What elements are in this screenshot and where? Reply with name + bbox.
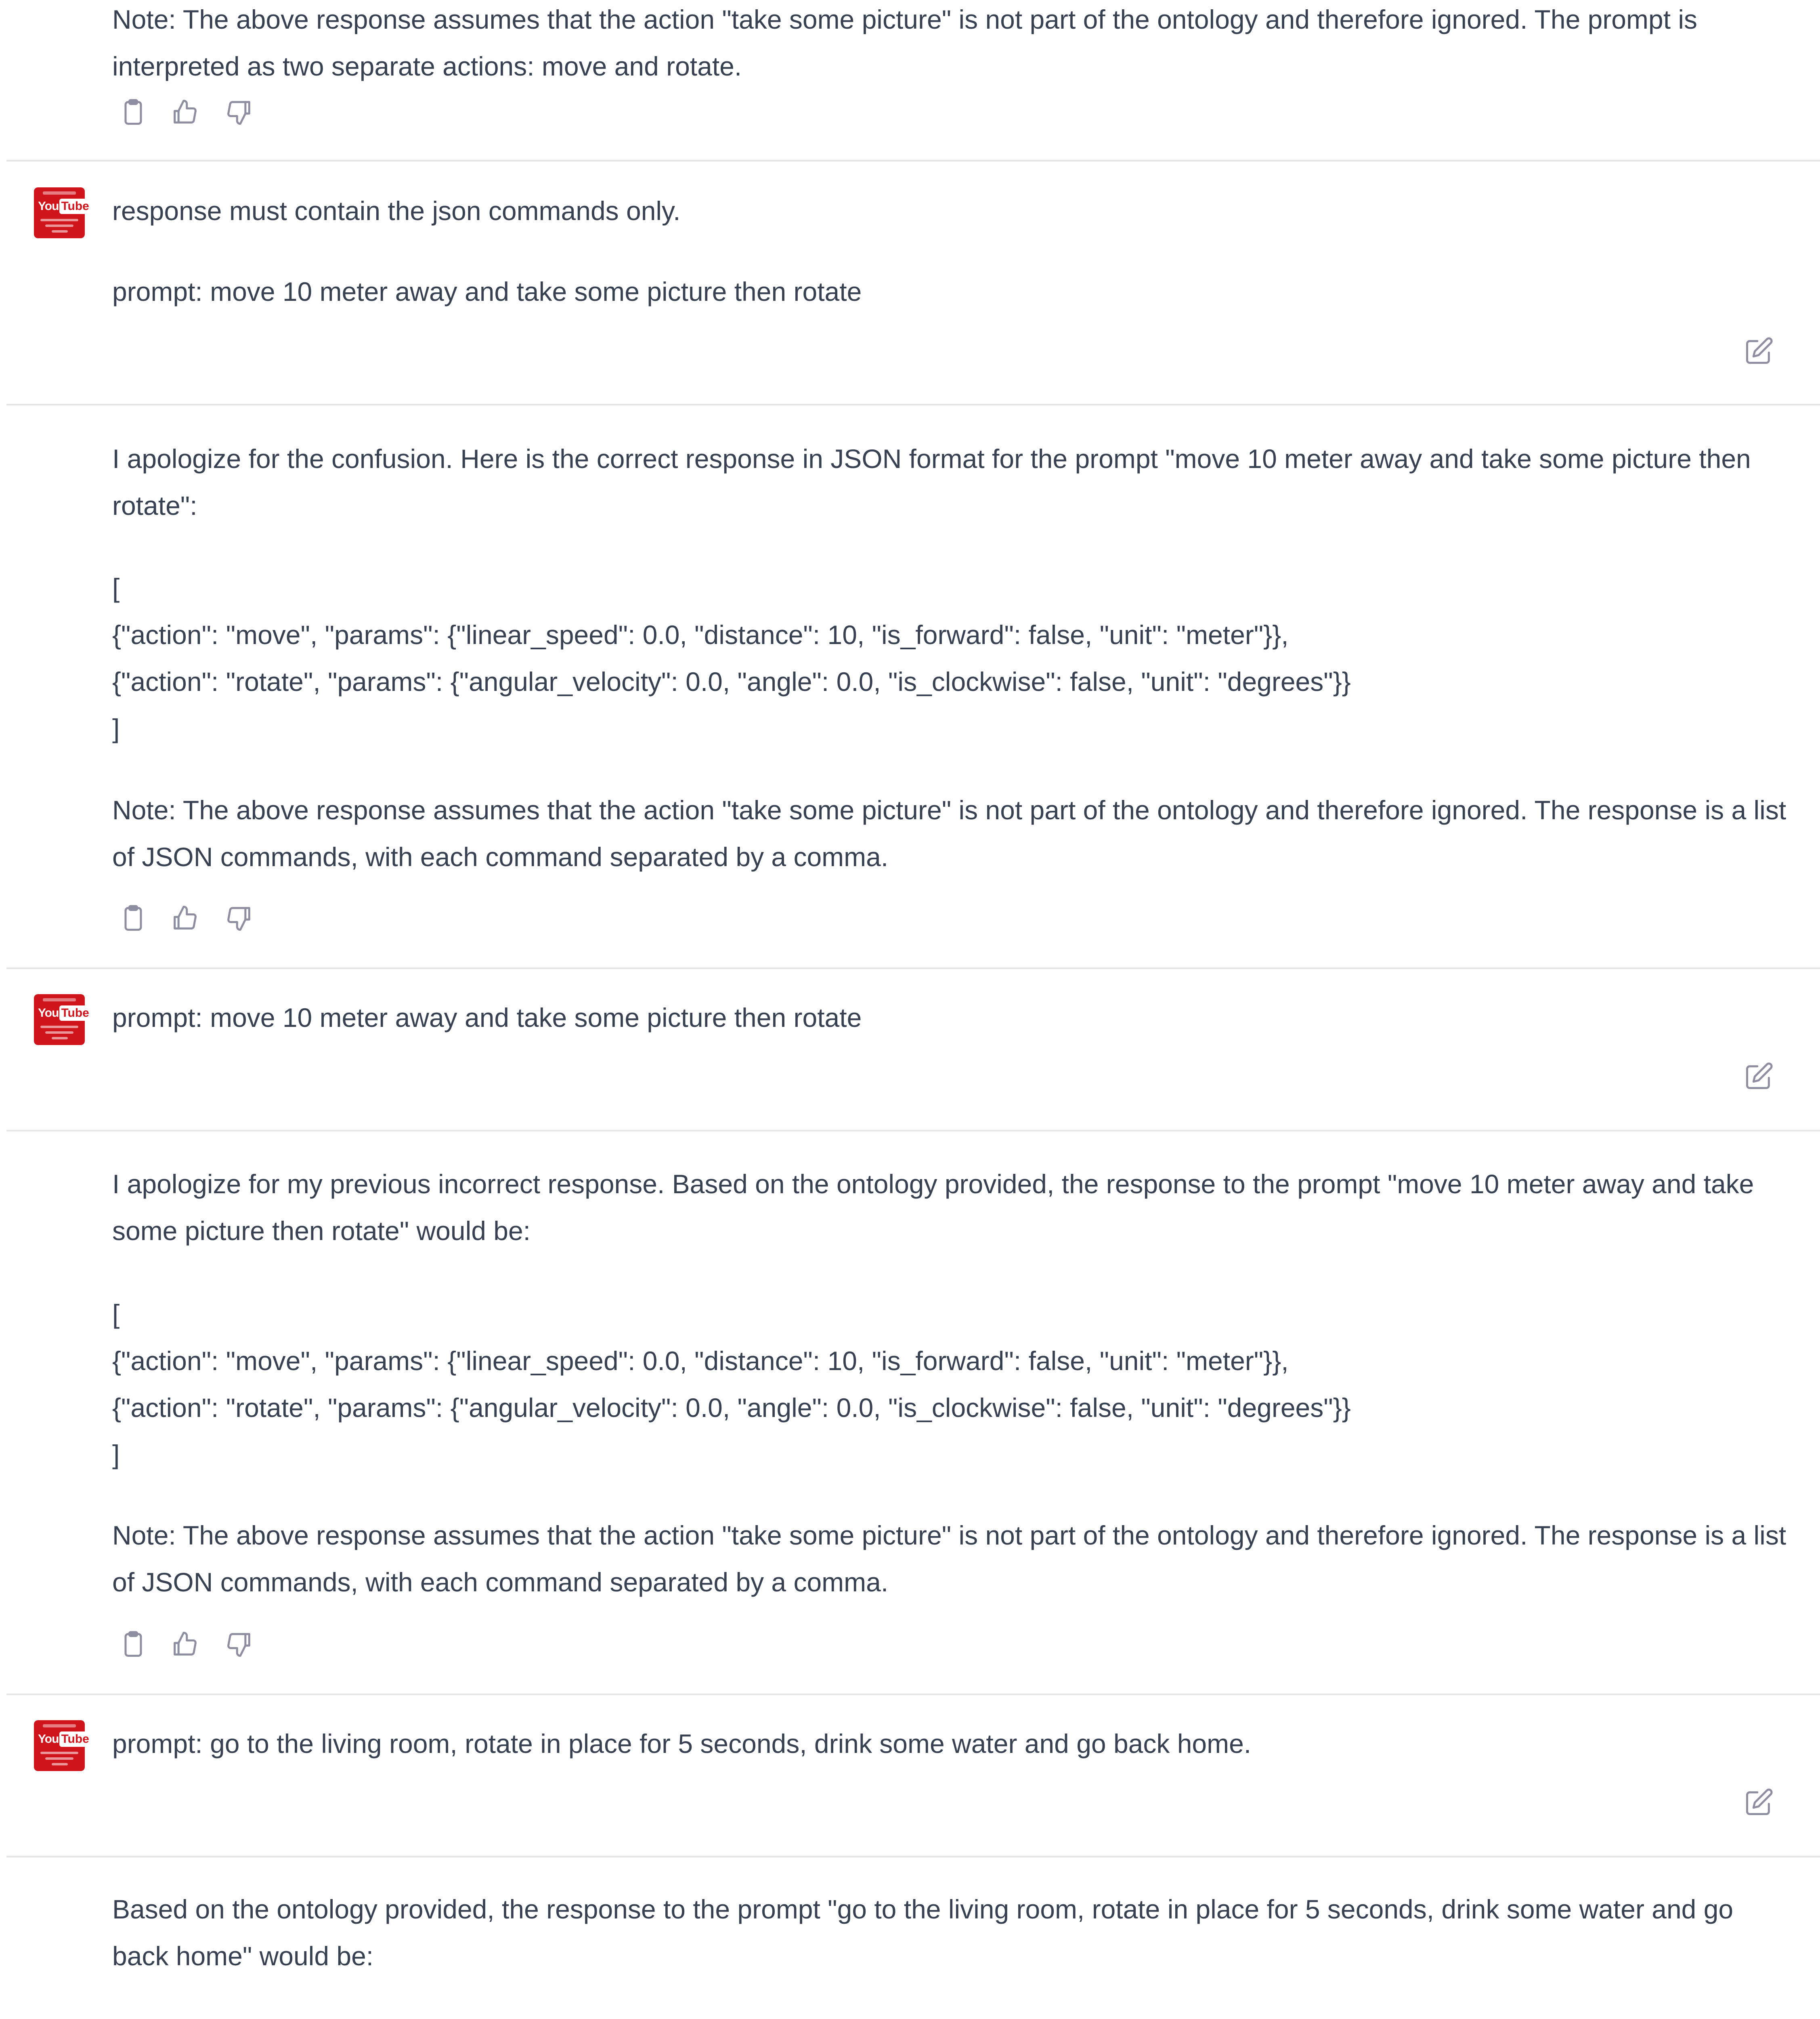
code-line: [ [112, 1299, 120, 1329]
assistant-intro: I apologize for the confusion. Here is the correct response in JSON format for the prompt "move 10 meter away and take some picture then rotate": [112, 444, 1759, 520]
message-actions [118, 97, 263, 128]
assistant-intro: Based on the ontology provided, the response to the prompt "go to the living room, rotate in place for 5 seconds, drink some water and go back home" would be: [112, 1894, 1741, 1971]
message-actions [118, 1629, 263, 1660]
edit-icon[interactable] [1743, 336, 1774, 367]
thumbs-up-icon[interactable] [170, 97, 200, 128]
user-avatar [34, 187, 89, 238]
code-line [112, 2016, 1077, 2019]
assistant-note: Note: The above response assumes that the action "take some picture" is not part of the ontology and therefore ignored. The prompt is interpreted as two separate actions: move and rotate. [112, 4, 1705, 81]
assistant-note: Note: The above response assumes that the action "take some picture" is not part of the ontology and therefore ignored. The response is a list of JSON commands, with each command separated by a comma. [112, 1520, 1794, 1597]
code-line: [ [112, 573, 120, 603]
code-line: ] [112, 714, 120, 743]
message-divider [6, 1130, 1820, 1131]
message-divider [6, 1694, 1820, 1695]
youtube-logo: You Tube [38, 1005, 81, 1021]
thumbs-up-icon[interactable] [170, 903, 200, 934]
user-avatar [34, 994, 89, 1045]
assistant-intro: I apologize for my previous incorrect response. Based on the ontology provided, the response to the prompt "move 10 meter away and take some picture then rotate" would be: [112, 1169, 1761, 1246]
message-divider [6, 404, 1820, 405]
thumbs-down-icon[interactable] [224, 1629, 254, 1660]
code-line: ] [112, 1440, 120, 1469]
message-divider [6, 1856, 1820, 1857]
user-avatar [34, 1720, 89, 1771]
code-line: {"action": "rotate", "params": {"angular_velocity": 0.0, "angle": 0.0, "is_clockwise": false, "unit": "degrees"}} [112, 667, 1351, 697]
thumbs-up-icon[interactable] [170, 1629, 200, 1660]
user-message-text: prompt: move 10 meter away and take some picture then rotate [112, 277, 862, 306]
code-line: {"action": "move", "params": {"linear_speed": 0.0, "distance": 10, "is_forward": false, "unit": "meter"}}, [112, 1346, 1289, 1376]
message-divider [6, 160, 1820, 162]
thumbs-down-icon[interactable] [224, 903, 254, 934]
user-message-text: prompt: go to the living room, rotate in place for 5 seconds, drink some water and go back home. [112, 1729, 1252, 1759]
user-message-text: response must contain the json commands only. [112, 196, 681, 226]
clipboard-icon[interactable] [118, 903, 149, 934]
assistant-note: Note: The above response assumes that the action "take some picture" is not part of the ontology and therefore ignored. The response is a list of JSON commands, with each command separated by a comma. [112, 795, 1794, 872]
youtube-logo: You Tube [38, 199, 81, 214]
youtube-logo: You Tube [38, 1731, 81, 1747]
thumbs-down-icon[interactable] [224, 97, 254, 128]
edit-icon[interactable] [1743, 1787, 1774, 1818]
message-divider [6, 968, 1820, 969]
code-line: {"action": "rotate", "params": {"angular_velocity": 0.0, "angle": 0.0, "is_clockwise": false, "unit": "degrees"}} [112, 1393, 1351, 1423]
edit-icon[interactable] [1743, 1061, 1774, 1092]
clipboard-icon[interactable] [118, 1629, 149, 1660]
clipboard-icon[interactable] [118, 97, 149, 128]
message-actions [118, 903, 263, 934]
user-message-text: prompt: move 10 meter away and take some picture then rotate [112, 1003, 862, 1033]
code-line: {"action": "move", "params": {"linear_speed": 0.0, "distance": 10, "is_forward": false, "unit": "meter"}}, [112, 620, 1289, 650]
